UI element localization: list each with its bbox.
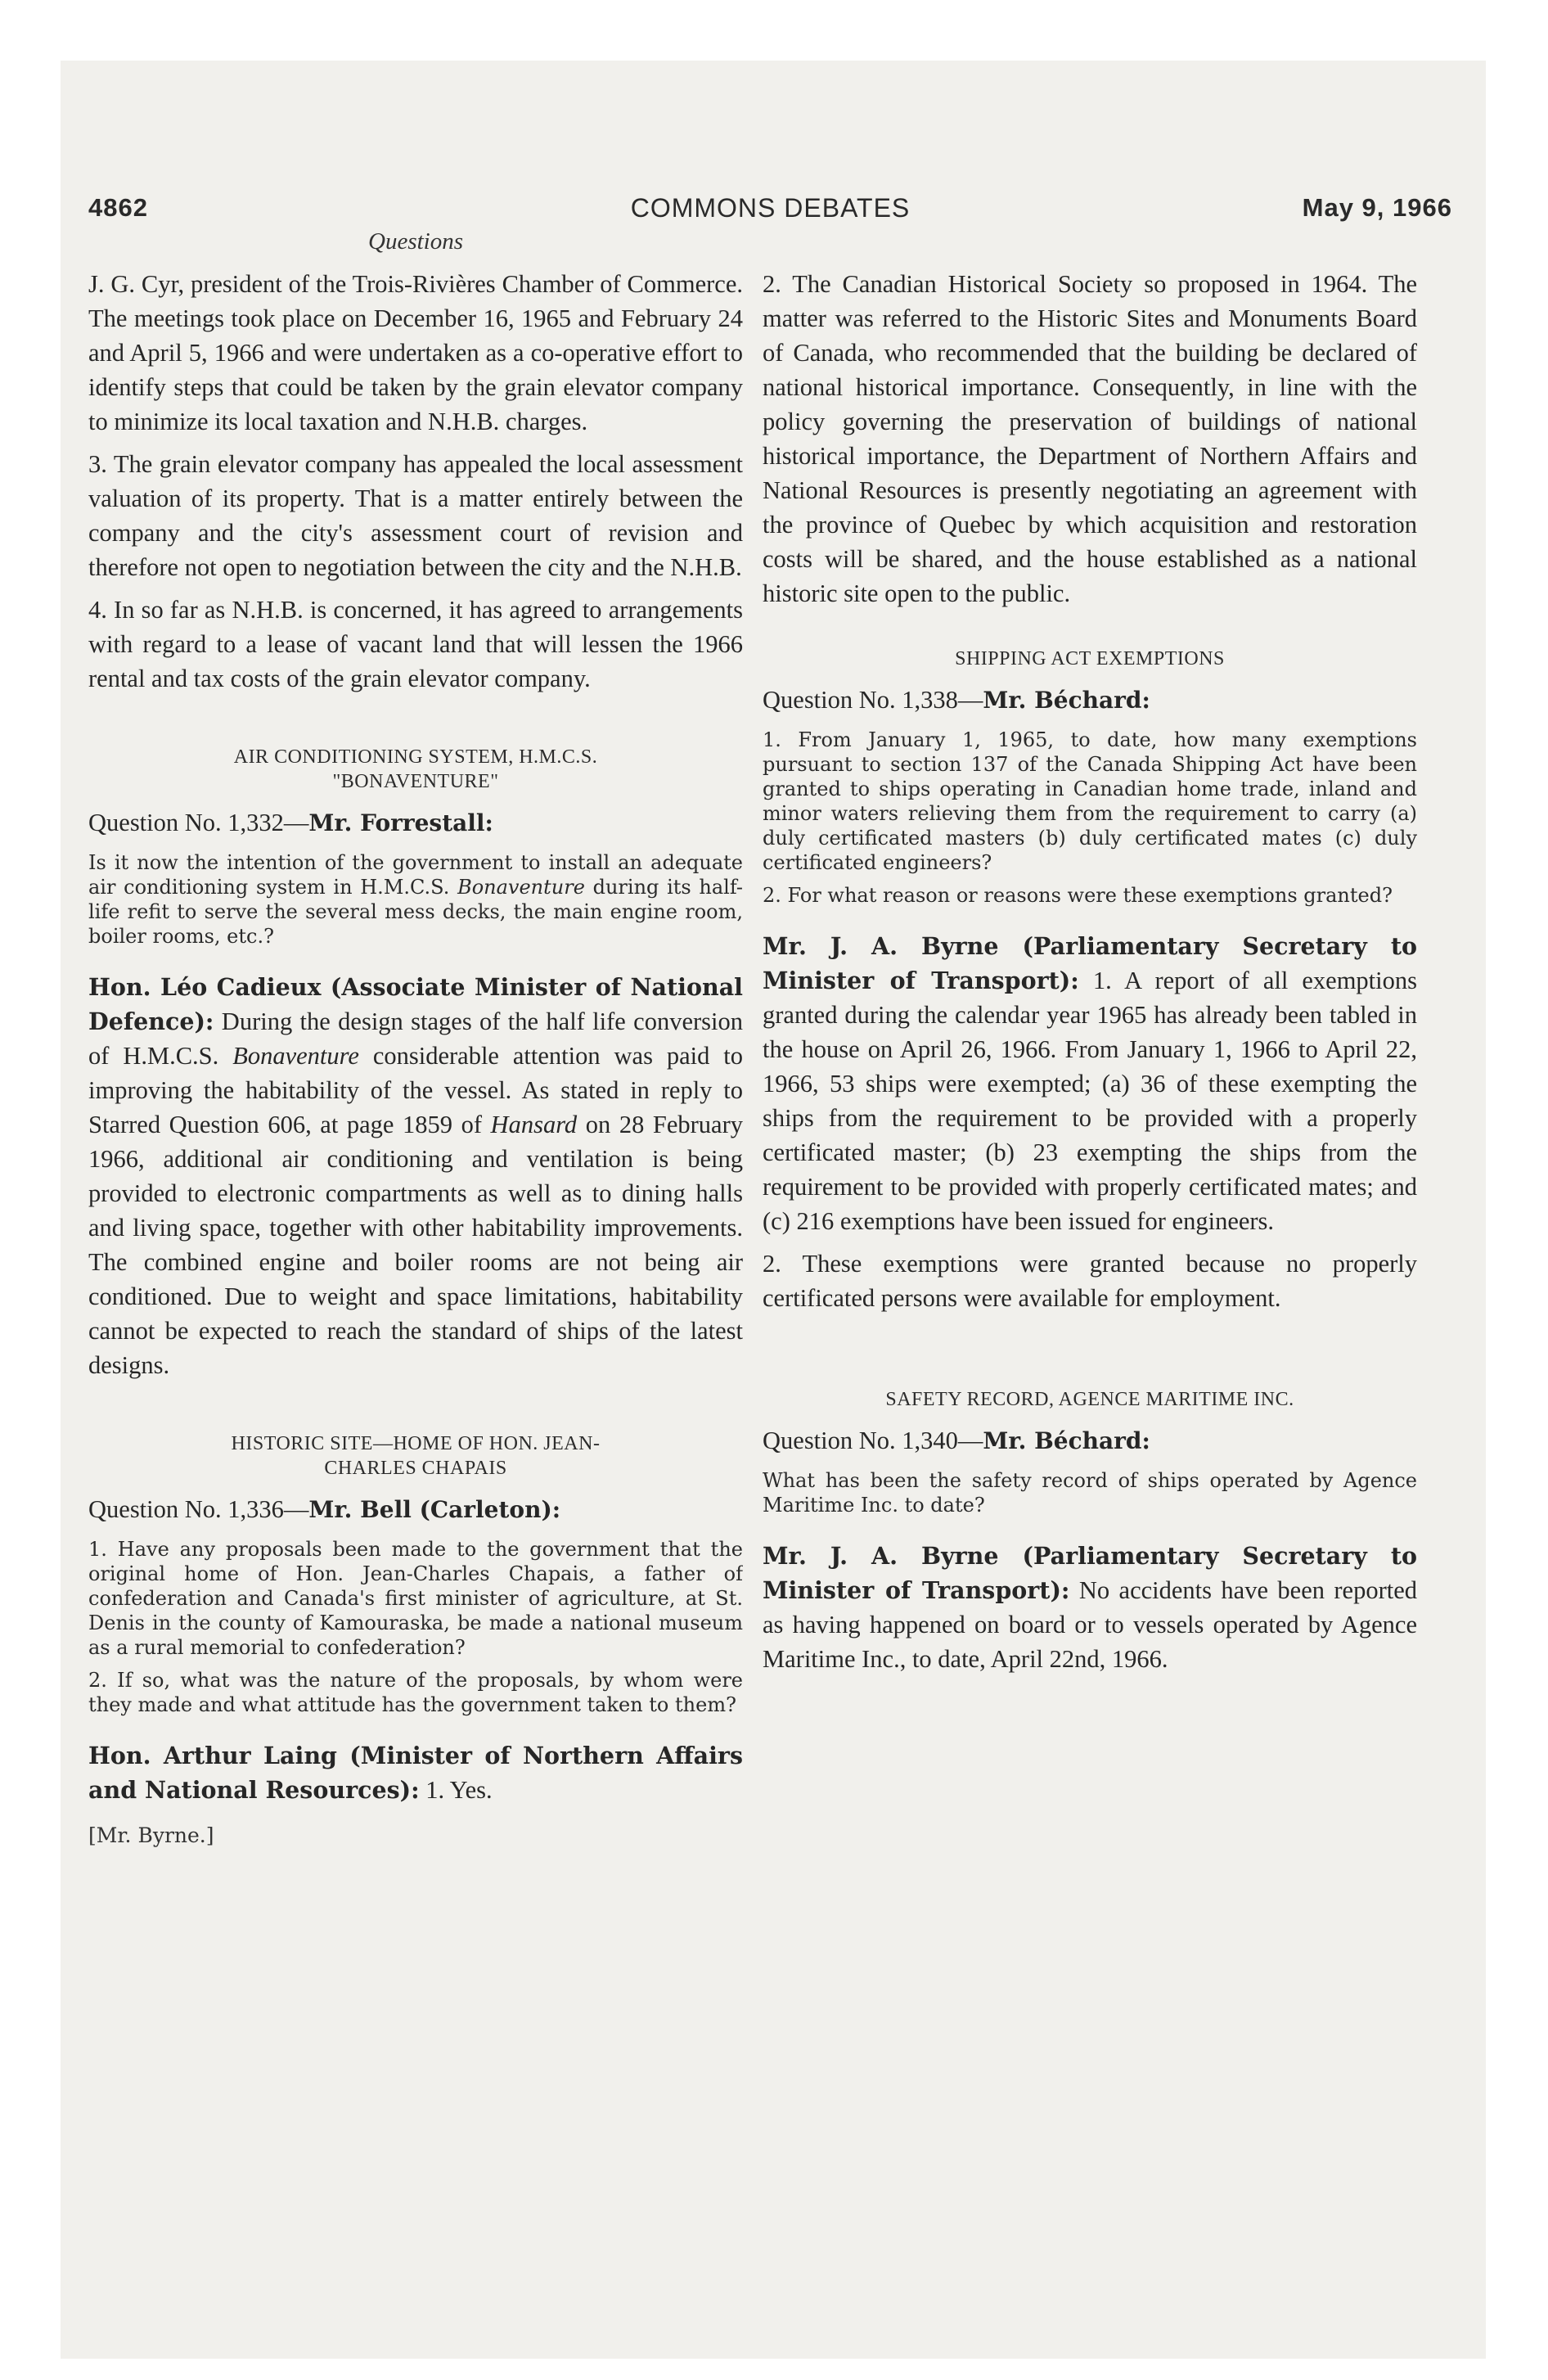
text-span: 1. Yes. xyxy=(419,1776,493,1804)
speaker-name: Hon. Arthur Laing (Minister of Northern Affairs and National Resources): xyxy=(88,1742,743,1804)
question-number: Question No. 1,340— xyxy=(763,1427,983,1454)
question-text: 2. If so, what was the nature of the proposals, by whom were they made and what attitude has the government taken to them? xyxy=(88,1669,743,1716)
heading-line: AIR CONDITIONING SYSTEM, H.M.C.S. xyxy=(233,746,598,768)
paragraph: J. G. Cyr, president of the Trois-Rivières Chamber of Commerce. The meetings took place on December 16, 1965 and February 24 and April 5, 1966 and were undertaken as a co-operative effort to identify steps that could be taken by the grain elevator company to minimize its local taxation and N.H.B. charges. xyxy=(88,270,743,435)
text-span: during its half-life refit to serve the several mess decks, the main engine room, boiler rooms, etc.? xyxy=(88,876,743,948)
question-member: Mr. Forrestall: xyxy=(308,809,493,836)
question-line xyxy=(763,1423,1417,1458)
answer-paragraph xyxy=(763,929,1417,1238)
question-line xyxy=(88,1492,743,1527)
text-span: considerable attention was paid to improving the habitability of the vessel. As stated in reply to Starred Question 606, at page 1859 of xyxy=(88,1042,743,1138)
right-column xyxy=(763,267,1417,2215)
text-span: 1. A report of all exemptions granted during the calendar year 1965 has already been tabled in the house on April 26, 1966. From January 1, 1966 to April 22, 1966, 53 ships were exempted; (a) 36 of these exempting the ships from the requirement to be provided with a properly certificated master; (b) 23 exempting the ships from the requirement to be provided with properly certificated mates; and (c) 216 exemptions have been issued for engineers. xyxy=(763,967,1417,1235)
text-span: No accidents have been reported as having happened on board or to vessels operated by Agence Maritime Inc., to date, April 22nd, 1966. xyxy=(763,1576,1417,1673)
paragraph: 4. In so far as N.H.B. is concerned, it has agreed to arrangements with regard to a lease of vacant land that will lessen the 1966 rental and tax costs of the grain elevator company. xyxy=(88,596,743,692)
paragraph: 2. The Canadian Historical Society so proposed in 1964. The matter was referred to the Historic Sites and Monuments Board of Canada, who recommended that the building be declared of national historical importance. Consequently, in line with the policy governing the preservation of buildings of national historical importance, the Department of Northern Affairs and National Resources is presently negotiating an agreement with the province of Quebec by which acquisition and restoration costs will be shared, and the house established as a national historic site open to the public. xyxy=(763,270,1417,607)
question-line xyxy=(763,683,1417,718)
paragraph: 2. These exemptions were granted because no properly certificated persons were available for employment. xyxy=(763,1250,1417,1312)
page-date: May 9, 1966 xyxy=(1302,193,1452,222)
question-text: 1. From January 1, 1965, to date, how many exemptions pursuant to section 137 of the Canada Shipping Act have been granted to ships operating in Canadian home trade, inland and minor waters relieving them from the requirement to carry (a) duly certificated masters (b) duly certificated mates (c) duly certificated engineers? xyxy=(763,728,1417,874)
speaker-name: Mr. J. A. Byrne (Parliamentary Secretary to Minister of Transport): xyxy=(763,1542,1417,1604)
paragraph: 3. The grain elevator company has appealed the local assessment valuation of its property. That is a matter entirely between the company and the city's assessment court of revision and therefore not open to negotiation between the city and the N.H.B. xyxy=(88,450,743,581)
heading-line: "BONAVENTURE" xyxy=(332,771,499,792)
question-member: Mr. Béchard: xyxy=(983,1427,1150,1454)
question-line xyxy=(88,805,743,841)
text-span: on 28 February 1966, additional air conditioning and ventilation is being provided to electronic compartments as well as to dining halls and living space, together with other habitability improvements. The combined engine and boiler rooms are not being air conditioned. Due to weight and space limitations, habitability cannot be expected to reach the standard of ships of the latest designs. xyxy=(88,1111,743,1379)
question-number: Question No. 1,338— xyxy=(763,686,983,714)
section-heading: SAFETY RECORD, AGENCE MARITIME INC. xyxy=(885,1389,1294,1410)
section-heading xyxy=(88,1431,743,1481)
answer-paragraph xyxy=(763,1539,1417,1676)
speaker-name: Mr. J. A. Byrne (Parliamentary Secretary to Minister of Transport): xyxy=(763,932,1417,994)
section-running-head: Questions xyxy=(368,228,463,255)
publication-name: Hansard xyxy=(490,1111,578,1138)
section-heading: SHIPPING ACT EXEMPTIONS xyxy=(955,648,1225,669)
publication-title: COMMONS DEBATES xyxy=(630,193,911,223)
section-heading xyxy=(88,745,743,794)
page-number: 4862 xyxy=(88,193,148,222)
question-member: Mr. Béchard: xyxy=(983,687,1150,714)
question-number: Question No. 1,332— xyxy=(88,809,309,836)
question-text: 2. For what reason or reasons were these exemptions granted? xyxy=(763,884,1393,907)
left-column xyxy=(88,267,743,2215)
heading-line: CHARLES CHAPAIS xyxy=(324,1458,507,1479)
speaker-name: Hon. Léo Cadieux (Associate Minister of National Defence): xyxy=(88,973,743,1035)
ship-name: Bonaventure xyxy=(457,876,585,899)
question-text: 1. Have any proposals been made to the government that the original home of Hon. Jean-Charles Chapais, a father of confederation and Canada's first minister of agriculture, at St. Denis in the county of Kamouraska, be made a national museum as a rural memorial to confederation? xyxy=(88,1538,743,1659)
heading-line: HISTORIC SITE—HOME OF HON. JEAN- xyxy=(231,1433,601,1454)
answer-paragraph xyxy=(88,970,743,1382)
question-text xyxy=(88,850,743,949)
text-span: Is it now the intention of the government to install an adequate air conditioning system in H.M.C.S. xyxy=(88,851,743,899)
text-span: During the design stages of the half life conversion of H.M.C.S. xyxy=(88,1007,743,1070)
ship-name: Bonaventure xyxy=(232,1042,359,1070)
question-member: Mr. Bell (Carleton): xyxy=(308,1496,561,1523)
question-number: Question No. 1,336— xyxy=(88,1495,309,1523)
answer-paragraph xyxy=(88,1738,743,1807)
question-text: What has been the safety record of ships operated by Agence Maritime Inc. to date? xyxy=(763,1469,1417,1517)
speaker-tag: [Mr. Byrne.] xyxy=(88,1823,214,1847)
